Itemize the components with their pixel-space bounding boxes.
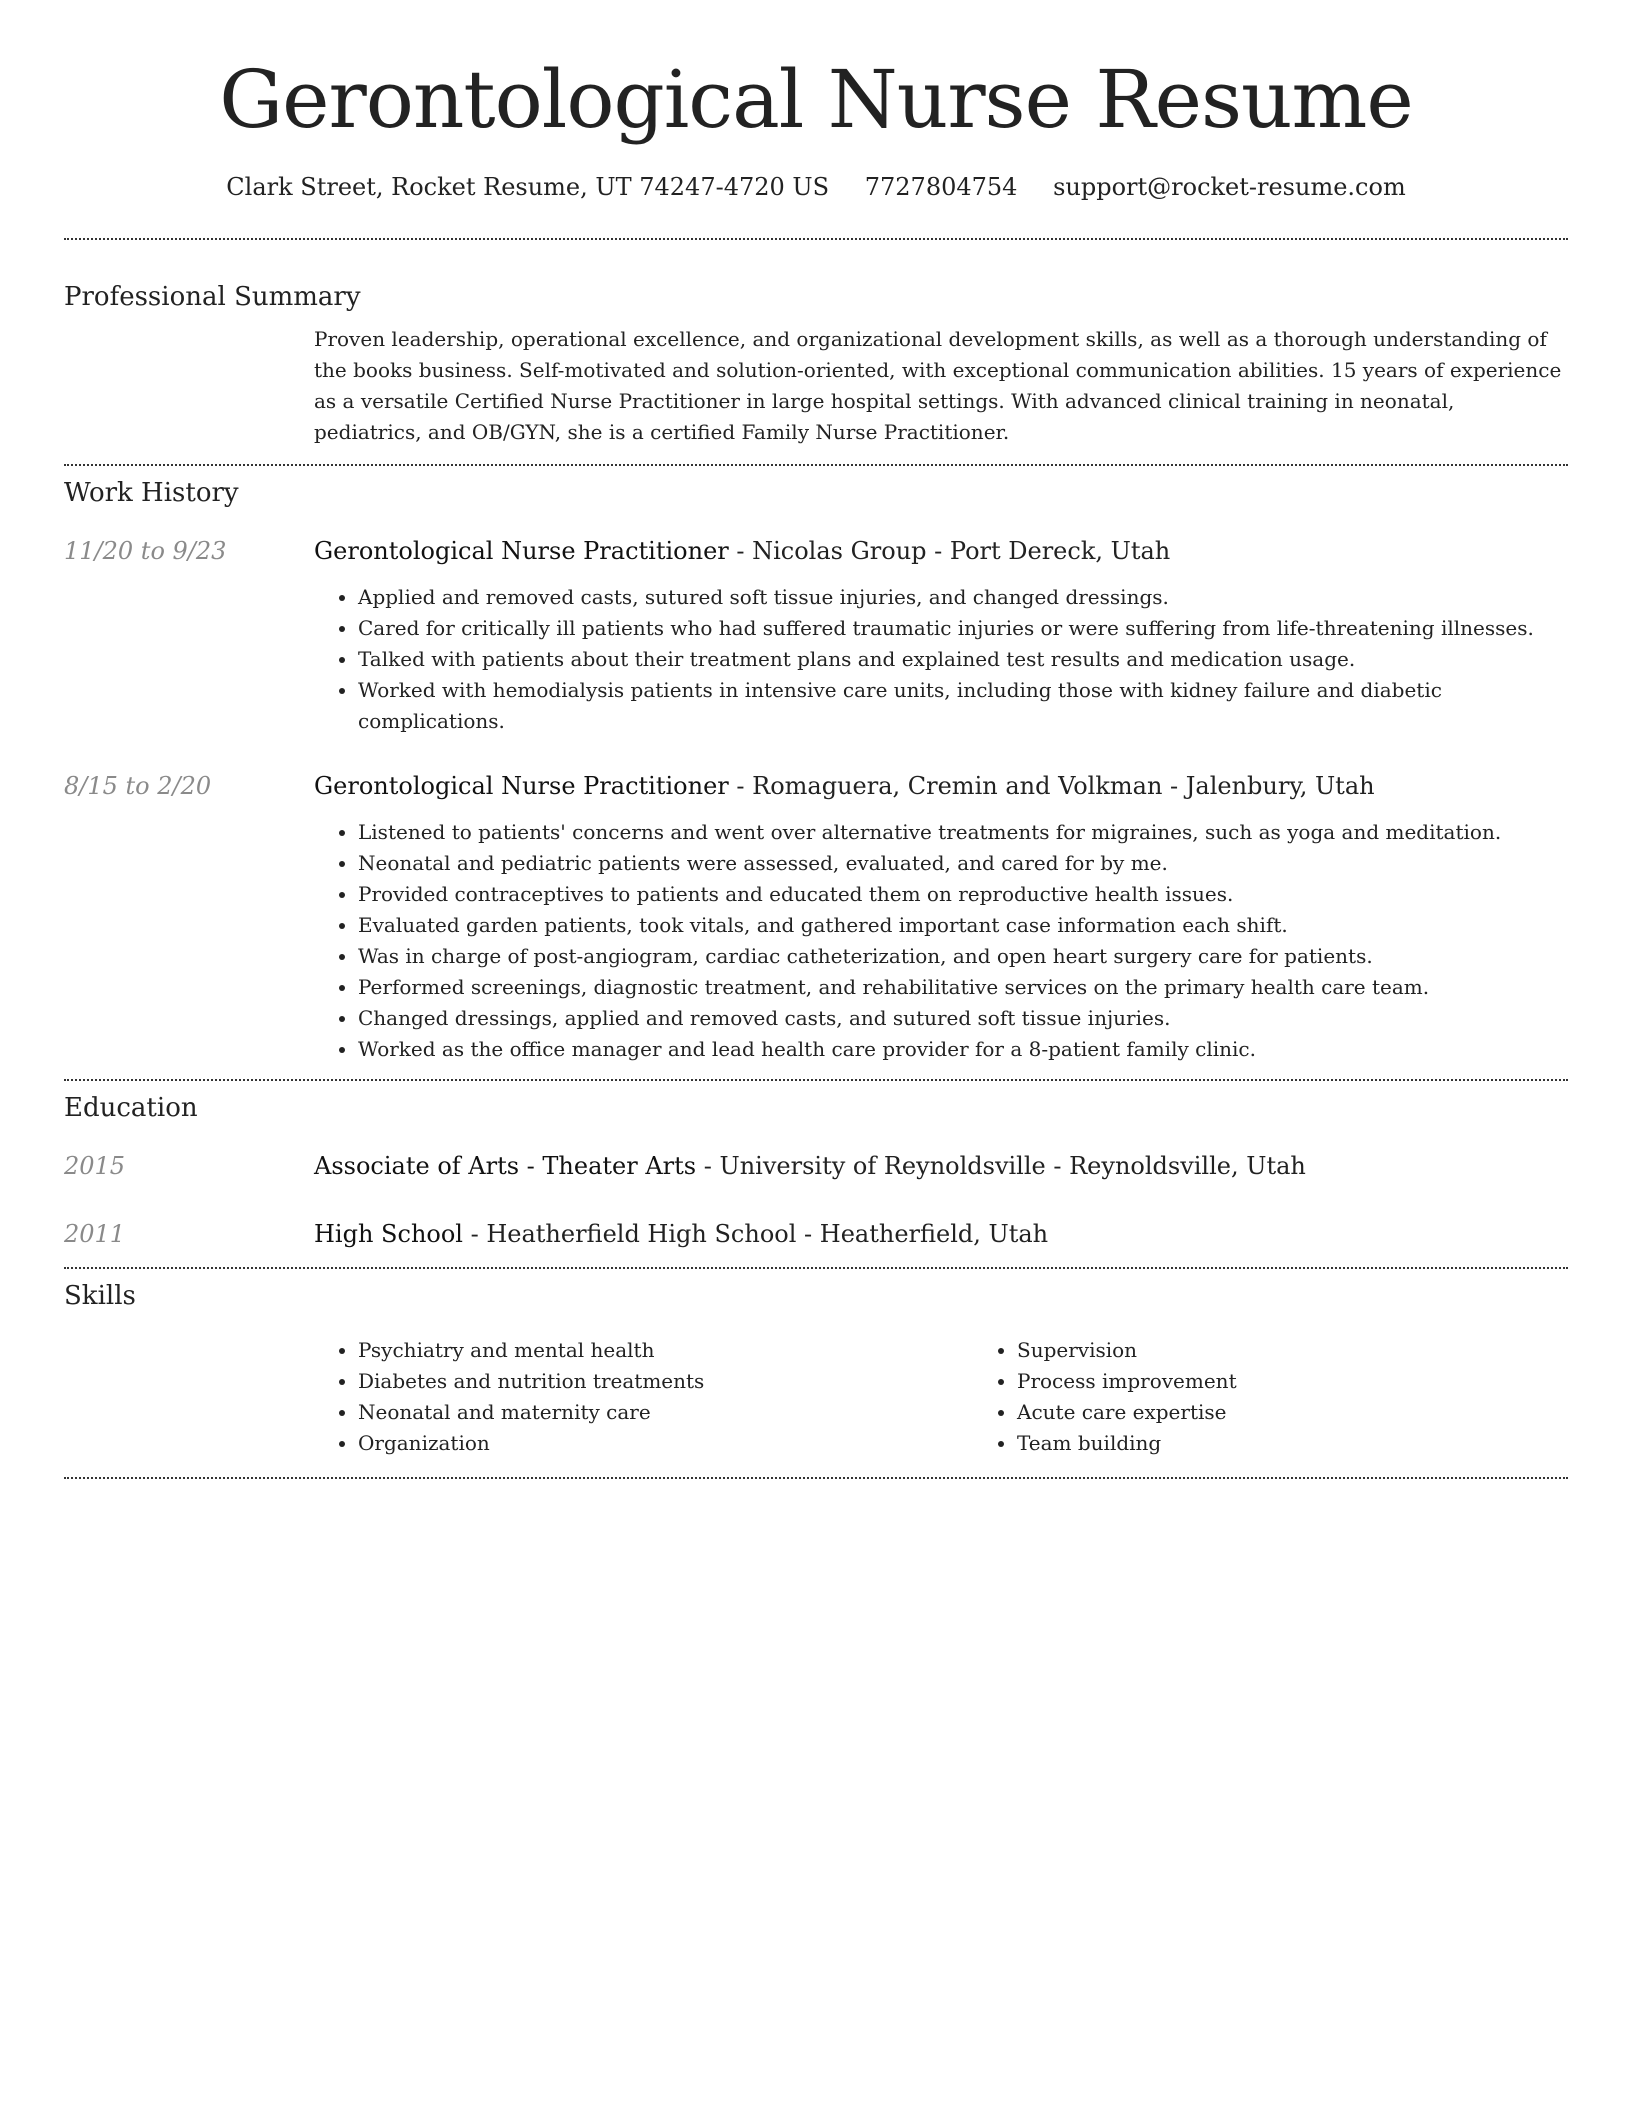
divider xyxy=(64,1477,1568,1479)
section-title-education: Education xyxy=(64,1093,198,1123)
education-heading xyxy=(314,1149,1568,1183)
contact-line xyxy=(64,170,1568,204)
skill-item: • Psychiatry and mental health xyxy=(358,1335,973,1366)
skill-item: • Supervision xyxy=(1017,1335,1632,1366)
education-year: 2015 xyxy=(64,1152,126,1180)
list-item: • Applied and removed casts, sutured soft tissue injuries, and changed dressings. xyxy=(358,582,1568,613)
skill-item: • Team building xyxy=(1017,1428,1632,1459)
skill-item: • Organization xyxy=(358,1428,973,1459)
resume-title: Gerontological Nurse Resume xyxy=(219,53,1413,146)
job-bullets xyxy=(314,817,1568,1065)
job-entry xyxy=(64,769,1568,1065)
address: Clark Street, Rocket Resume, UT 74247-4720 US xyxy=(226,173,830,201)
list-item: • Listened to patients' concerns and went over alternative treatments for migraines, such as yoga and meditation. xyxy=(358,817,1568,848)
list-item: • Changed dressings, applied and removed casts, and sutured soft tissue injuries. xyxy=(358,1003,1568,1034)
list-item: • Neonatal and pediatric patients were assessed, evaluated, and cared for by me. xyxy=(358,848,1568,879)
list-item: • Evaluated garden patients, took vitals, and gathered important case information each shift. xyxy=(358,910,1568,941)
education-details: - University of Reynoldsville - Reynoldsville, Utah xyxy=(696,1152,1306,1180)
job-role: Gerontological Nurse Practitioner xyxy=(314,772,729,800)
job-heading xyxy=(314,534,1568,568)
education-entry xyxy=(64,1217,1568,1251)
section-title-skills: Skills xyxy=(64,1281,136,1311)
job-dates: 11/20 to 9/23 xyxy=(64,537,227,565)
education-degree: Associate of Arts - Theater Arts xyxy=(314,1152,697,1180)
list-item: • Worked as the office manager and lead health care provider for a 8-patient family clinic. xyxy=(358,1034,1568,1065)
phone: 7727804754 xyxy=(864,173,1018,201)
list-item: • Worked with hemodialysis patients in intensive care units, including those with kidney failure and diabetic complications. xyxy=(358,675,1568,737)
skill-item: • Neonatal and maternity care xyxy=(358,1397,973,1428)
job-details: - Nicolas Group - Port Dereck, Utah xyxy=(728,537,1171,565)
education-section xyxy=(64,1081,1568,1251)
list-item: • Talked with patients about their treatment plans and explained test results and medication usage. xyxy=(358,644,1568,675)
list-item: • Was in charge of post-angiogram, cardiac catheterization, and open heart surgery care for patients. xyxy=(358,941,1568,972)
education-details: - Heatherfield High School - Heatherfield, Utah xyxy=(462,1220,1049,1248)
section-title-summary: Professional Summary xyxy=(64,282,361,312)
job-entry xyxy=(64,534,1568,737)
work-history-section xyxy=(64,466,1568,1065)
summary-text: Proven leadership, operational excellence, and organizational development skills, as well as a thorough understanding of the books business. Self-motivated and solution-oriented, with exceptional communication abilities. 15 years of experience as a versatile Certified Nurse Practitioner in large hospital settings. With advanced clinical training in neonatal, pediatrics, and OB/GYN, she is a certified Family Nurse Practitioner. xyxy=(314,327,1562,444)
job-bullets xyxy=(314,582,1568,737)
job-role: Gerontological Nurse Practitioner xyxy=(314,537,729,565)
education-heading xyxy=(314,1217,1568,1251)
section-title-work: Work History xyxy=(64,478,239,508)
education-degree: High School xyxy=(314,1220,463,1248)
education-year: 2011 xyxy=(64,1220,126,1248)
summary-section xyxy=(64,240,1568,448)
job-heading xyxy=(314,769,1568,803)
list-item: • Performed screenings, diagnostic treatment, and rehabilitative services on the primary health care team. xyxy=(358,972,1568,1003)
job-details: - Romaguera, Cremin and Volkman - Jalenbury, Utah xyxy=(728,772,1375,800)
list-item: • Provided contraceptives to patients and educated them on reproductive health issues. xyxy=(358,879,1568,910)
skills-list-left xyxy=(314,1335,973,1459)
skill-item: • Acute care expertise xyxy=(1017,1397,1632,1428)
email: support@rocket-resume.com xyxy=(1053,173,1406,201)
list-item: • Cared for critically ill patients who had suffered traumatic injuries or were suffering from life-threatening illnesses. xyxy=(358,613,1568,644)
job-dates: 8/15 to 2/20 xyxy=(64,772,212,800)
skills-list-right xyxy=(973,1335,1632,1459)
skill-item: • Diabetes and nutrition treatments xyxy=(358,1366,973,1397)
education-entry xyxy=(64,1149,1568,1183)
skills-section xyxy=(64,1269,1568,1459)
skill-item: • Process improvement xyxy=(1017,1366,1632,1397)
